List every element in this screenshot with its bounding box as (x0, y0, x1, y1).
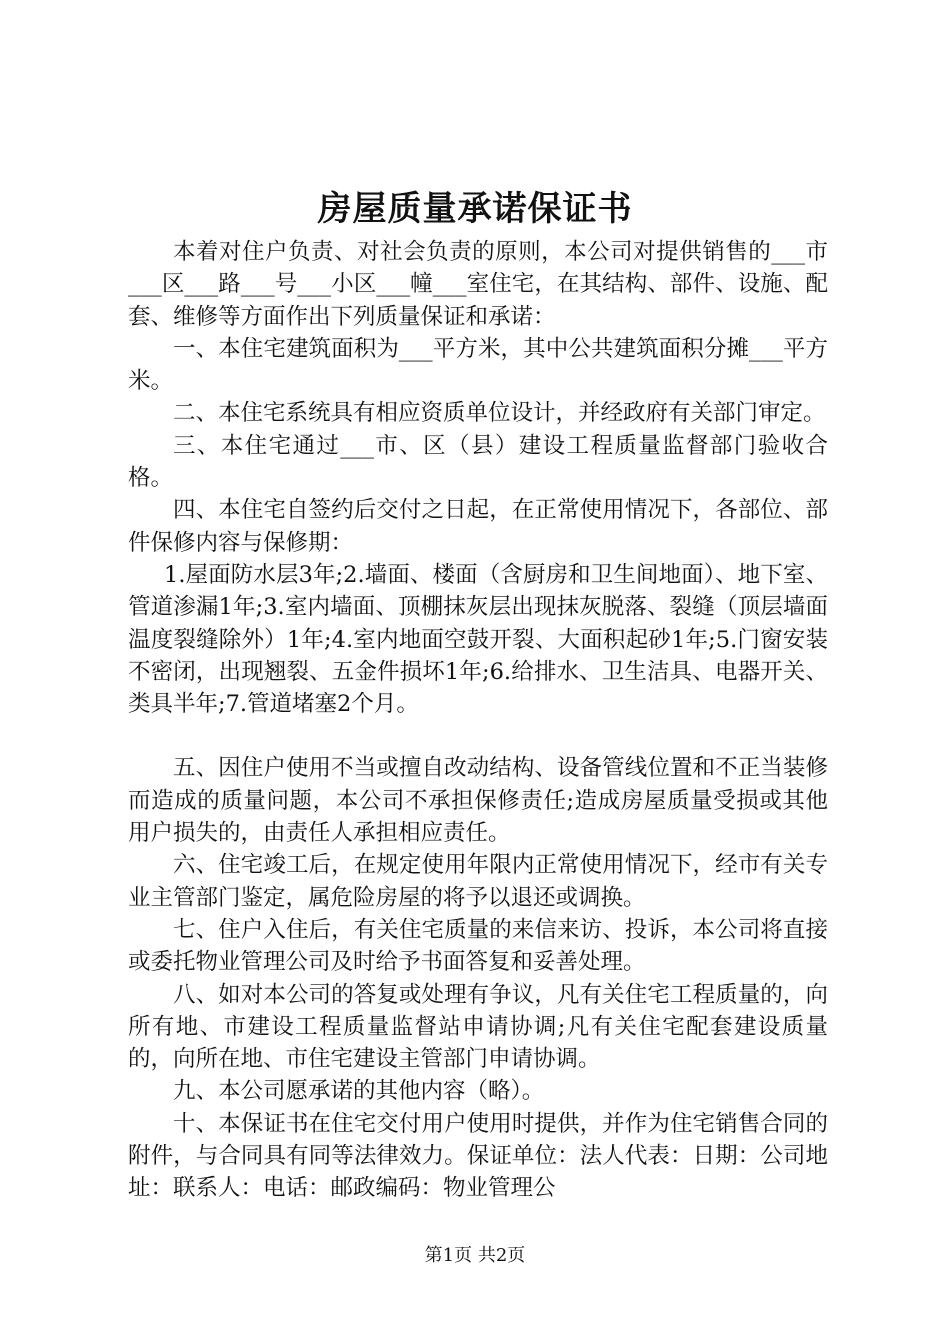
document-body (128, 236, 828, 1205)
paragraph-item-1: 一、本住宅建筑面积为___平方米，其中公共建筑面积分摊___平方米。 (128, 335, 828, 395)
paragraph-intro: 本着对住户负责、对社会负责的原则，本公司对提供销售的___市___区___路___号___小区___幢___室住宅，在其结构、部件、设施、配套、维修等方面作出下列质量保证和承诺： (128, 239, 828, 330)
paragraph-item-2: 二、本住宅系统具有相应资质单位设计，并经政府有关部门审定。 (173, 400, 826, 427)
document-title: 房屋质量承诺保证书 (317, 189, 633, 229)
paragraph-warranty-list: 1.屋面防水层3年;2.墙面、楼面（含厨房和卫生间地面）、地下室、管道渗漏1年;3.室内墙面、顶棚抹灰层出现抹灰脱落、裂缝（顶层墙面温度裂缝除外）1年;4.室内地面空鼓开裂、大面积起砂1年;5.门窗安装不密闭，出现翘裂、五金件损坏1年;6.给排水、卫生洁具、电器开关、类具半年;7.管道堵塞2个月。 (128, 561, 828, 718)
paragraph-item-6: 六、住宅竣工后，在规定使用年限内正常使用情况下，经市有关专业主管部门鉴定，属危险房屋的将予以退还或调换。 (128, 852, 828, 911)
paragraph-item-9: 九、本公司愿承诺的其他内容（略）。 (173, 1078, 545, 1105)
paragraph-item-8: 八、如对本公司的答复或处理有争议，凡有关住宅工程质量的，向所有地、市建设工程质量监督站申请协调;凡有关住宅配套建设质量的，向所在地、市住宅建设主管部门申请协调。 (128, 981, 828, 1073)
paragraph-item-10: 十、本保证书在住宅交付用户使用时提供，并作为住宅销售合同的附件，与合同具有同等法律效力。保证单位：法人代表：日期：公司地址：联系人：电话：邮政编码：物业管理公 (128, 1110, 828, 1202)
paragraph-item-5: 五、因住户使用不当或擅自改动结构、设备管线位置和不正当装修而造成的质量问题，本公司不承担保修责任;造成房屋质量受损或其他用户损失的，由责任人承担相应责任。 (128, 755, 828, 847)
paragraph-gap (128, 720, 828, 752)
paragraph-item-3: 三、本住宅通过___市、区（县）建设工程质量监督部门验收合格。 (128, 432, 828, 492)
page-number-footer: 第1页 共2页 (424, 1245, 526, 1266)
paragraph-item-4: 四、本住宅自签约后交付之日起，在正常使用情况下，各部位、部件保修内容与保修期： (128, 497, 828, 556)
paragraph-item-7: 七、住户入住后，有关住宅质量的来信来访、投诉，本公司将直接或委托物业管理公司及时给予书面答复和妥善处理。 (128, 916, 828, 976)
